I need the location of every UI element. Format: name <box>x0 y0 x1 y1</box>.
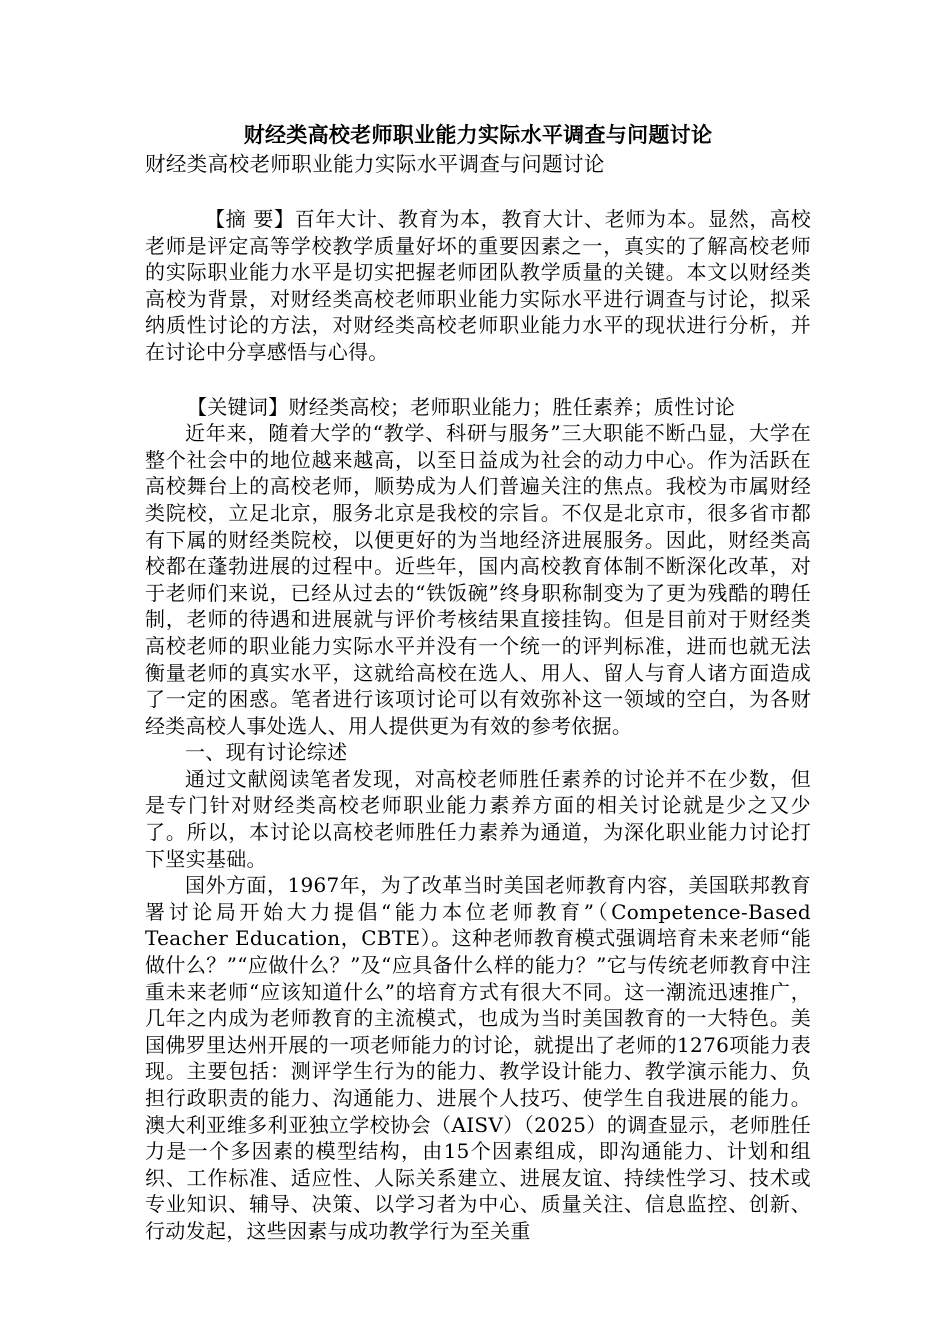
spacer <box>145 178 811 206</box>
spacer <box>145 366 811 394</box>
document-title: 财经类高校老师职业能力实际水平调查与问题讨论 <box>243 123 713 147</box>
section-heading: 一、现有讨论综述 <box>185 740 348 765</box>
document-subtitle: 财经类高校老师职业能力实际水平调查与问题讨论 <box>145 152 605 176</box>
document-page <box>145 120 811 1245</box>
body-paragraph: 通过文献阅读笔者发现，对高校老师胜任素养的讨论并不在少数，但是专门针对财经类高校老师职业能力素养方面的相关讨论就是少之又少了。所以，本讨论以高校老师胜任力素养为通道，为深化职业能力讨论打下坚实基础。 <box>145 766 811 871</box>
keywords-paragraph: 【关键词】财经类高校；老师职业能力；胜任素养；质性讨论 <box>187 394 736 419</box>
abstract-paragraph: 【摘 要】百年大计、教育为本，教育大计、老师为本。显然，高校老师是评定高等学校教学质量好坏的重要因素之一，真实的了解高校老师的实际职业能力水平是切实把握老师团队教学质量的关键。本文以财经类高校为背景，对财经类高校老师职业能力实际水平进行调查与讨论，拟采纳质性讨论的方法，对财经类高校老师职业能力水平的现状进行分析，并在讨论中分享感悟与心得。 <box>145 207 811 364</box>
body-paragraph: 国外方面，1967年，为了改革当时美国老师教育内容，美国联邦教育署讨论局开始大力提倡“能力本位老师教育”（Competence-Based Teacher Education，CBTE）。这种老师教育模式强调培育未来老师“能做什么？”“应做什么？”及“应具备什么样的能力？”它与传统老师教育中注重未来老师“应该知道什么”的培育方式有很大不同。这一潮流迅速推广，几年之内成为老师教育的主流模式，也成为当时美国教育的一大特色。美国佛罗里达州开展的一项老师能力的讨论，就提出了老师的1276项能力表现。主要包括：测评学生行为的能力、教学设计能力、教学演示能力、负担行政职责的能力、沟通能力、进展个人技巧、使学生自我进展的能力。澳大利亚维多利亚独立学校协会（AISV）（2025）的调查显示，老师胜任力是一个多因素的模型结构，由15个因素组成，即沟通能力、计划和组织、工作标准、适应性、人际关系建立、进展友谊、持续性学习、技术或专业知识、辅导、决策、以学习者为中心、质量关注、信息监控、创新、行动发起，这些因素与成功教学行为至关重 <box>145 873 811 1243</box>
body-paragraph: 近年来，随着大学的“教学、科研与服务”三大职能不断凸显，大学在整个社会中的地位越来越高，以至日益成为社会的动力中心。作为活跃在高校舞台上的高校老师，顺势成为人们普遍关注的焦点。我校为市属财经类院校，立足北京，服务北京是我校的宗旨。不仅是北京市，很多省市都有下属的财经类院校，以便更好的为当地经济进展服务。因此，财经类高校都在蓬勃进展的过程中。近些年，国内高校教育体制不断深化改革，对于老师们来说，已经从过去的“铁饭碗”终身职称制变为了更为残酷的聘任制，老师的待遇和进展就与评价考核结果直接挂钩。但是目前对于财经类高校老师的职业能力实际水平并没有一个统一的评判标准，进而也就无法衡量老师的真实水平，这就给高校在选人、用人、留人与育人诸方面造成了一定的困惑。笔者进行该项讨论可以有效弥补这一领域的空白，为各财经类高校人事处选人、用人提供更为有效的参考依据。 <box>145 421 811 738</box>
